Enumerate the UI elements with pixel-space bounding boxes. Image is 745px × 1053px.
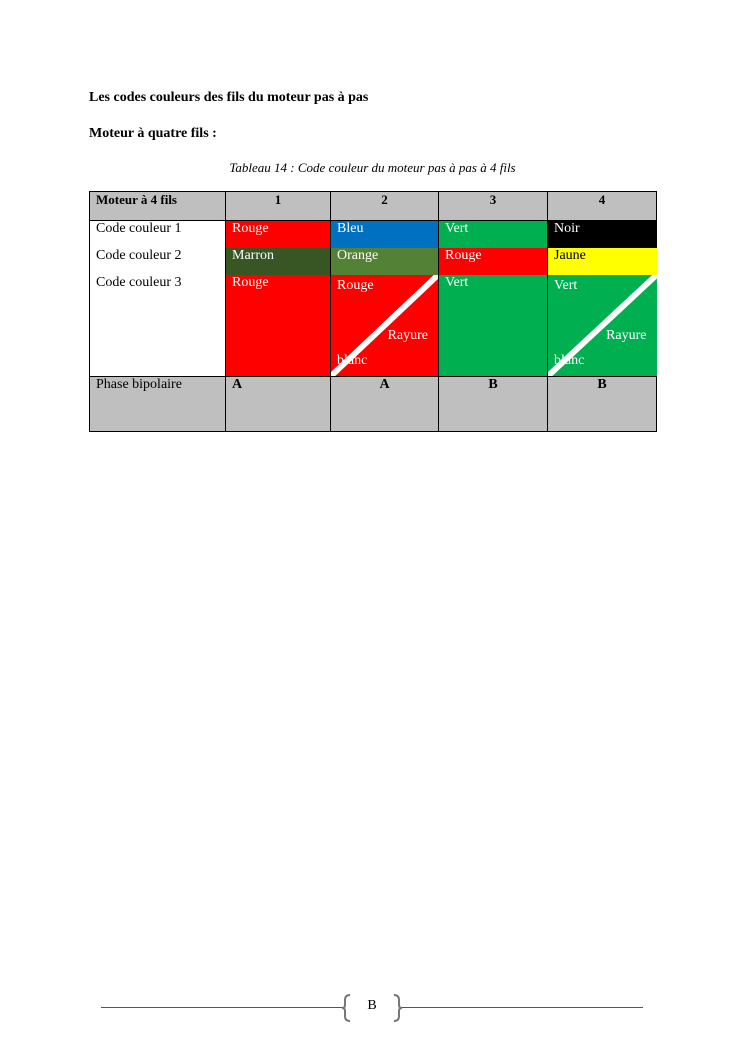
color-cell [226, 221, 331, 249]
sub-heading: Moteur à quatre fils : [89, 126, 217, 141]
color-cell-text: Rouge [445, 248, 482, 263]
phase-row [90, 377, 657, 432]
page-number: B [367, 998, 377, 1013]
color-cell [331, 275, 439, 377]
row-label: Code couleur 3 [90, 275, 226, 377]
table-row [90, 248, 657, 275]
color-cell [226, 248, 331, 275]
color-cell-text: Rouge [232, 221, 269, 236]
phase-label: Phase bipolaire [90, 377, 226, 432]
row-label: Code couleur 1 [90, 221, 226, 249]
phase-value: A [232, 377, 243, 392]
color-cell [548, 275, 657, 377]
color-cell-text: Orange [337, 248, 379, 263]
stripe-label: blanc [337, 353, 368, 368]
color-cell-text: Bleu [337, 221, 364, 236]
row-label: Code couleur 2 [90, 248, 226, 275]
phase-cell [331, 377, 439, 432]
phase-cell [439, 377, 548, 432]
color-cell-text: Vert [445, 275, 469, 290]
color-cell [439, 221, 548, 249]
color-cell [331, 221, 439, 249]
color-code-table [89, 191, 657, 432]
color-cell-text: Vert [554, 278, 578, 293]
color-cell [439, 275, 548, 377]
column-header-4: 4 [548, 192, 657, 221]
color-cell [548, 221, 657, 249]
color-cell [548, 248, 657, 275]
color-cell-text: Rouge [337, 278, 374, 293]
stripe-label: blanc [554, 353, 585, 368]
table-row [90, 221, 657, 249]
footer-rule-left [101, 1007, 342, 1008]
color-cell [439, 248, 548, 275]
phase-cell [226, 377, 331, 432]
color-cell-text: Vert [445, 221, 469, 236]
color-cell [226, 275, 331, 377]
phase-cell [548, 377, 657, 432]
table-header-row [90, 192, 657, 221]
color-cell [331, 248, 439, 275]
phase-value: B [488, 377, 498, 392]
color-cell-text: Rouge [232, 275, 269, 290]
color-cell-text: Marron [232, 248, 274, 263]
phase-value: $\overline{A}$ [379, 377, 390, 392]
stripe-label: Rayure [387, 328, 428, 343]
color-cell-text: Jaune [554, 248, 586, 263]
color-cell-text: Noir [554, 221, 580, 236]
footer-rule-right [401, 1007, 643, 1008]
table-row [90, 275, 657, 377]
section-heading: Les codes couleurs des fils du moteur pas à pas [89, 90, 369, 105]
column-header-1: 1 [226, 192, 331, 221]
stripe-label: Rayure [606, 328, 647, 343]
column-header-3: 3 [439, 192, 548, 221]
phase-value: $\overline{B}$ [597, 377, 607, 392]
table-caption: Tableau 14 : Code couleur du moteur pas à pas à 4 fils [229, 160, 516, 175]
corner-header: Moteur à 4 fils [90, 192, 226, 221]
right-brace-icon [391, 994, 403, 1022]
column-header-2: 2 [331, 192, 439, 221]
